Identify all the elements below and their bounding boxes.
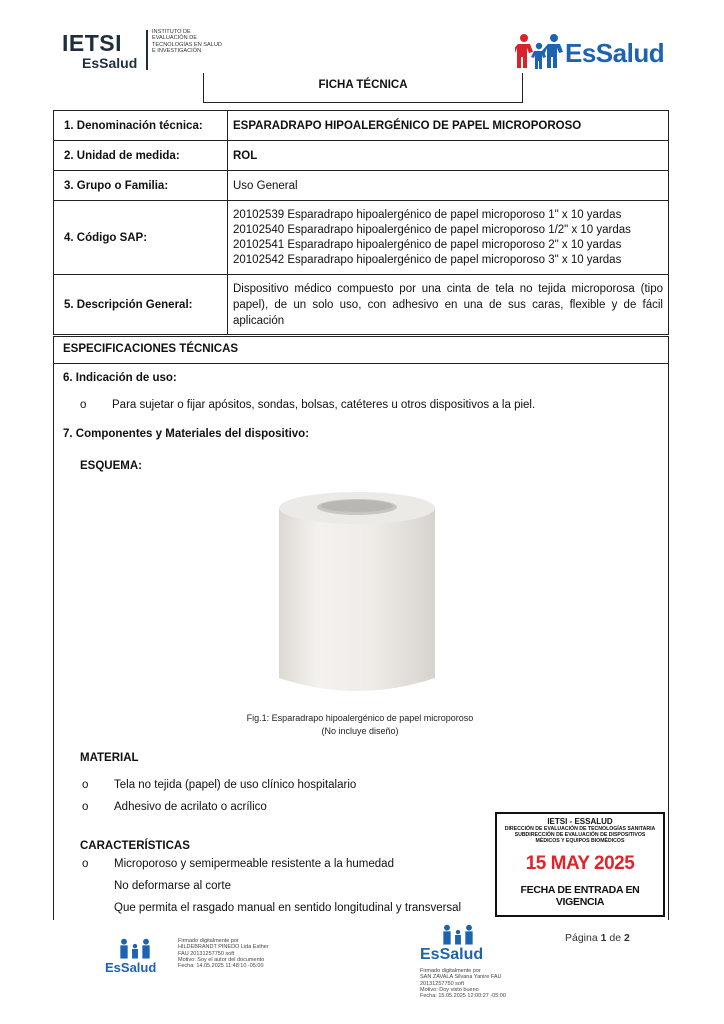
family-icon: [115, 938, 155, 960]
digital-signature-left: [178, 938, 318, 969]
footer-essalud-logo-right: [420, 924, 495, 969]
table-row: [54, 141, 669, 171]
document-title: FICHA TÉCNICA: [203, 73, 523, 103]
stamp-date: 15 MAY 2025: [525, 853, 635, 874]
essalud-logo: [515, 32, 675, 72]
row-value: Uso General: [228, 171, 669, 201]
row-label: 2. Unidad de medida:: [54, 141, 228, 171]
list-item: [82, 858, 394, 870]
row-label: 3. Grupo o Familia:: [54, 171, 228, 201]
family-icon: [515, 32, 563, 70]
sap-code-line: 20102542 Esparadrapo hipoalergénico de papel microporoso 3" x 10 yardas: [233, 253, 622, 266]
tape-roll-image: [277, 490, 437, 700]
essalud-wordmark: EsSalud: [565, 38, 665, 68]
signature-line: 20131257750 soft: [420, 980, 465, 987]
page-prefix: Página: [565, 932, 601, 944]
signature-line: Motivo: Doy visto bueno: [420, 986, 479, 993]
bullet-icon: o: [82, 779, 89, 791]
list-item-text: Que permita el rasgado manual en sentido longitudinal y transversal: [114, 902, 462, 914]
bullet-icon: o: [82, 858, 89, 870]
spec-section-title: ESPECIFICACIONES TÉCNICAS: [53, 336, 669, 364]
signature-line: SAN ZAVALA Silvana Yanire FAU: [420, 974, 502, 981]
stamp-header: IETSI - ESSALUD: [547, 817, 613, 826]
table-row: [54, 201, 669, 275]
footer-essalud-logo-left: [105, 938, 165, 978]
validity-stamp: [495, 812, 665, 917]
signature-line: Fecha: 14.05.2025 11:48:10 -05:00: [178, 963, 264, 970]
signature-line: HILDEBRANDT PINEDO Lida Esther: [178, 944, 269, 951]
sap-code-line: 20102540 Esparadrapo hipoalergénico de papel microporoso 1/2" x 10 yardas: [233, 223, 631, 236]
list-item: [82, 779, 356, 791]
ietsi-logo-divider: [146, 30, 148, 70]
caption-line: Fig.1: Esparadrapo hipoalergénico de papel microporoso: [246, 713, 474, 723]
signature-line: Firmado digitalmente por: [420, 968, 481, 974]
page-mid: de: [606, 932, 624, 944]
page-current: 1: [600, 932, 607, 944]
sap-code-line: 20102541 Esparadrapo hipoalergénico de papel microporoso 2" x 10 yardas: [233, 238, 622, 251]
stamp-subtitle: DIRECCIÓN DE EVALUACIÓN DE TECNOLOGÍAS SANITARIA: [504, 826, 656, 832]
spec-table: [53, 110, 669, 335]
stamp-footer: FECHA DE ENTRADA EN VIGENCIA: [520, 884, 640, 908]
page-total: 2: [623, 932, 630, 944]
caracteristicas-title: CARACTERÍSTICAS: [80, 840, 190, 852]
sap-codes: [228, 201, 669, 275]
row-label: 4. Código SAP:: [54, 201, 228, 275]
digital-signature-right: [420, 968, 560, 999]
table-row: [54, 171, 669, 201]
ietsi-logo-text: INSTITUTO DE EVALUACIÓN DE TECNOLOGÍAS EN SALUD E INVESTIGACIÓN: [152, 29, 222, 55]
bullet-icon: o: [82, 801, 89, 813]
row-value: ROL: [228, 141, 669, 171]
ietsi-logo-mark: IETSI: [62, 30, 123, 56]
ietsi-logo-sub: EsSalud: [82, 55, 138, 71]
stamp-subtitle: SUBDIRECCIÓN DE EVALUACIÓN DE DISPOSITIVOS MÉDICOS Y EQUIPOS BIOMÉDICOS: [514, 832, 646, 844]
row-value: ESPARADRAPO HIPOALERGÉNICO DE PAPEL MICROPOROSO: [228, 111, 669, 141]
section-6-title: 6. Indicación de uso:: [63, 372, 177, 384]
ietsi-logo: [62, 28, 222, 72]
bullet-icon: o: [80, 399, 87, 411]
signature-line: Firmado digitalmente por: [178, 938, 239, 944]
list-item: [82, 801, 267, 813]
material-title: MATERIAL: [80, 752, 139, 764]
list-item-text: Adhesivo de acrilato o acrílico: [114, 801, 267, 813]
row-value: Dispositivo médico compuesto por una cinta de tela no tejida microporosa (tipo papel), de un solo uso, con adhesivo en una de sus caras, flexible y de fácil aplicación: [228, 275, 669, 335]
section-7-title: 7. Componentes y Materiales del dispositivo:: [63, 428, 310, 440]
footer-logo-word: EsSalud: [420, 946, 484, 963]
table-row: [54, 275, 669, 335]
row-label: 1. Denominación técnica:: [54, 111, 228, 141]
figure-caption: [200, 712, 520, 738]
sap-code-line: 20102539 Esparadrapo hipoalergénico de papel microporoso 1" x 10 yardas: [233, 208, 622, 221]
list-item-text: Microporoso y semipermeable resistente a la humedad: [114, 858, 394, 870]
list-item-text: Tela no tejida (papel) de uso clínico hospitalario: [114, 779, 357, 791]
family-icon: [436, 924, 480, 946]
caption-line: (No incluye diseño): [321, 726, 399, 736]
schema-title: ESQUEMA:: [80, 460, 142, 472]
list-item: [80, 399, 535, 411]
signature-line: FAU 20131257750 soft: [178, 950, 235, 957]
page-number: [565, 932, 630, 944]
signature-line: Fecha: 15.05.2025 12:00:27 -05:00: [420, 993, 506, 1000]
list-item-text: Para sujetar o fijar apósitos, sondas, bolsas, catéteres u otros dispositivos a la piel.: [112, 399, 536, 411]
table-row: [54, 111, 669, 141]
list-item-text: No deformarse al corte: [114, 880, 231, 892]
footer-logo-word: EsSalud: [105, 960, 157, 975]
signature-line: Motivo: Soy el autor del documento: [178, 956, 265, 963]
row-label: 5. Descripción General:: [54, 275, 228, 335]
